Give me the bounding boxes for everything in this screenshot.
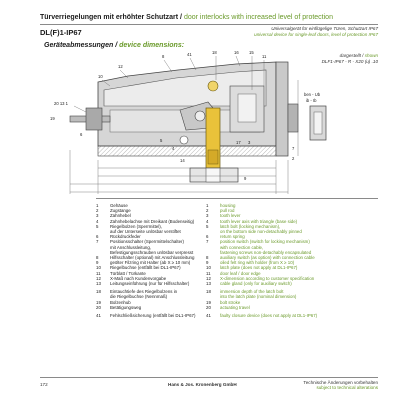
legend-text-german: Zahnhebelachse mit Dreikant (Bodenseitig) (110, 218, 195, 224)
legend-text-english: position switch (switch for locking mechanism) (220, 239, 310, 245)
side-view-label-a: ben - Ub (304, 92, 321, 97)
legend-number-en: 10 (206, 265, 211, 271)
legend-number-de: 19 (96, 299, 101, 305)
footer-note (303, 380, 378, 391)
legend-rule (96, 198, 378, 199)
section-heading-separator: / (113, 42, 120, 49)
title-separator: / (178, 14, 184, 21)
section-heading-german: Geräteabmessungen (44, 42, 114, 49)
section-heading (44, 42, 184, 49)
section-heading-english: device dimensions: (119, 42, 185, 49)
legend-text-german: Riegelbuchse (entfällt bei DL1-IP67) (110, 265, 181, 271)
callout-19: 19 (50, 116, 55, 121)
legend-text-german: Bolzenhub (110, 299, 131, 305)
callout-group-20-13-1: 20 13 1 (54, 101, 68, 106)
callout-17: 17 (236, 140, 241, 145)
footer-rule (40, 377, 378, 378)
legend-text-english: tooth lever axis with triangle (base side) (220, 218, 298, 224)
legend-number-en: 7 (206, 239, 209, 245)
title-english: door interlocks with increased level of protection (183, 14, 333, 21)
legend-number-en: 2 (206, 208, 209, 214)
legend-number-de: 9 (96, 260, 99, 266)
legend-text-german: Betätigungsweg (110, 304, 142, 310)
callout-18: 18 (212, 50, 217, 55)
legend-text-english: actuating travel (220, 304, 250, 310)
legend-text-german: Leitungseinführung (nur für Hilfsschalter) (110, 281, 190, 287)
callout-7: 7 (292, 146, 295, 151)
legend-text-german: mit Anschlussleitung, (110, 244, 151, 250)
legend-text-english: tooth lever (220, 213, 241, 219)
legend-text-german: Hilfsschalter (optional) mit Anschlussleitung (110, 255, 195, 261)
variant-code: DLF1-IP67 - R - X20 (u) .10 (321, 58, 378, 64)
legend-text-english: immersion depth of the latch bolt (220, 289, 284, 295)
legend-text-german: Riegelbolzen (Sperrmittel), (110, 223, 162, 229)
device-description-german: Universalgerät für einflügelige Türen, Schutzart IP67 (271, 26, 378, 31)
device-description-english: universal device for single-leaf doors, level of protection IP67 (254, 31, 378, 37)
legend-text-english: return spring (220, 234, 245, 240)
legend-text-english: bolt stroke (220, 299, 241, 305)
callout-15: 15 (249, 50, 254, 55)
legend-row (96, 305, 396, 310)
legend-number-de: 3 (96, 213, 99, 219)
legend-text-english: door leaf / door edge (220, 270, 261, 276)
legend-text-german: die Riegelbuchse (Nennmaß) (110, 294, 168, 300)
legend-text-german: X-Maß nach Kundenvorgabe (110, 275, 167, 281)
legend-number-en: 8 (206, 255, 209, 261)
legend-number-de: 10 (96, 265, 101, 271)
callout-41: 41 (187, 52, 192, 57)
legend-row (96, 281, 396, 286)
callout-9: 9 (244, 176, 247, 181)
legend-number-en: 9 (206, 260, 209, 266)
callout-4: 4 (172, 146, 175, 151)
legend-text-german: Zahnhebel (110, 213, 131, 219)
company-name: Hans & Jos. Kronenberg GmbH (168, 382, 237, 387)
latch-plate (190, 168, 238, 182)
legend-text-english: faulty closure device (does not apply at DL1-IP67) (220, 313, 318, 319)
legend-text-english: latch bolt (locking mechanism), (220, 223, 281, 229)
legend-text-english: into the latch plate (nominal dimension) (220, 294, 297, 300)
variant-label-separator: / (360, 53, 365, 58)
legend-number-en: 3 (206, 213, 209, 219)
callout-14: 14 (180, 158, 185, 163)
legend-text-english: auxiliary switch (as option) with connection cable (220, 255, 315, 261)
legend-text-english: X-dimension according to customer specification (220, 275, 315, 281)
legend-text-english: oiled felt ring with holder (from X ≥ 10) (220, 260, 295, 266)
legend-text-german: Fehlschließsicherung (entfällt bei DL1-IP67) (110, 313, 196, 319)
legend-number-de: 6 (96, 234, 99, 240)
device-drawing (40, 50, 370, 202)
legend-text-english: fastening screws non-detachably encapsulated (220, 249, 312, 255)
legend-number-de: 1 (96, 203, 99, 208)
page-number: 172 (40, 382, 48, 387)
device-description (254, 26, 378, 37)
end-flange (276, 62, 298, 156)
callout-8: 8 (162, 54, 165, 59)
switch-module (230, 86, 264, 132)
legend-text-german: Befestigungsschrauben unlösbar verpresst (110, 249, 194, 255)
footer-note-german: Technische Änderungen vorbehalten (303, 380, 378, 385)
title-rule (40, 24, 378, 25)
legend-number-en: 11 (206, 270, 211, 276)
legend-text-english: pull rod (220, 208, 235, 214)
legend-text-english: housing (220, 203, 236, 208)
legend-number-en: 12 (206, 275, 211, 281)
legend-number-en: 13 (206, 281, 211, 287)
legend-text-german: geölter Filzring mit Halter (ab X ≥ 10 mm) (110, 260, 191, 266)
callout-12: 12 (118, 64, 123, 69)
variant-label-english: shown (364, 53, 378, 58)
callout-6: 6 (80, 132, 83, 137)
legend-number-de: 11 (96, 270, 101, 276)
legend-number-de: 41 (96, 313, 101, 319)
legend-number-de: 13 (96, 281, 101, 287)
legend-text-german: Rückdruckfeder (110, 234, 141, 240)
callout-11: 11 (262, 54, 267, 59)
callout-16: 16 (234, 50, 239, 55)
legend-number-de: 7 (96, 239, 99, 245)
legend-text-english: latch plate (does not apply at DL1-IP67) (220, 265, 298, 271)
footer-note-english: subject to technical alterations (316, 385, 378, 391)
side-view-label-b: ib - Ib (306, 98, 317, 103)
legend-number-de: 20 (96, 304, 101, 310)
page-title (40, 14, 380, 21)
legend-row (96, 313, 396, 318)
legend-text-german: auf der Unterseite unlösbar verstiftet (110, 229, 181, 235)
legend-text-english: with connection cable, (220, 244, 264, 250)
legend-text-english: on the bottom side non-detachably pinned (220, 229, 302, 235)
callout-3: 3 (248, 140, 251, 145)
legend-number-de: 2 (96, 208, 99, 214)
legend-text-german: Zugstange (110, 208, 131, 214)
legend-number-en: 1 (206, 203, 209, 208)
legend-text-german: Türblatt / Türkante (110, 270, 146, 276)
legend-number-en: 41 (206, 313, 211, 319)
legend-text-german: Gehäuse (110, 203, 128, 208)
legend-text-german: Eintauchtiefe des Riegelbolzens in (110, 289, 178, 295)
legend-number-de: 18 (96, 289, 101, 295)
legend-number-en: 18 (206, 289, 211, 295)
side-view (304, 92, 326, 140)
legend-number-en: 20 (206, 304, 211, 310)
variant-label-german: dargestellt (339, 53, 361, 58)
title-german: Türverriegelungen mit erhöhter Schutzart (40, 14, 179, 21)
legend-number-de: 12 (96, 275, 101, 281)
legend-number-en: 5 (206, 223, 209, 229)
legend-text-german: Positionsschalter (Sperrmittelschalter) (110, 239, 184, 245)
legend-number-de: 5 (96, 223, 99, 229)
parts-legend (96, 203, 396, 318)
legend-number-de: 8 (96, 255, 99, 261)
legend-number-en: 6 (206, 234, 209, 240)
callout-5: 5 (160, 138, 163, 143)
callout-2: 2 (292, 156, 295, 161)
model-designation: DL(F)1-IP67 (40, 28, 82, 37)
legend-number-en: 4 (206, 218, 209, 224)
legend-text-english: cable gland (only for auxiliary switch) (220, 281, 292, 287)
callout-10: 10 (98, 74, 103, 79)
legend-number-en: 19 (206, 299, 211, 305)
legend-number-de: 4 (96, 218, 99, 224)
